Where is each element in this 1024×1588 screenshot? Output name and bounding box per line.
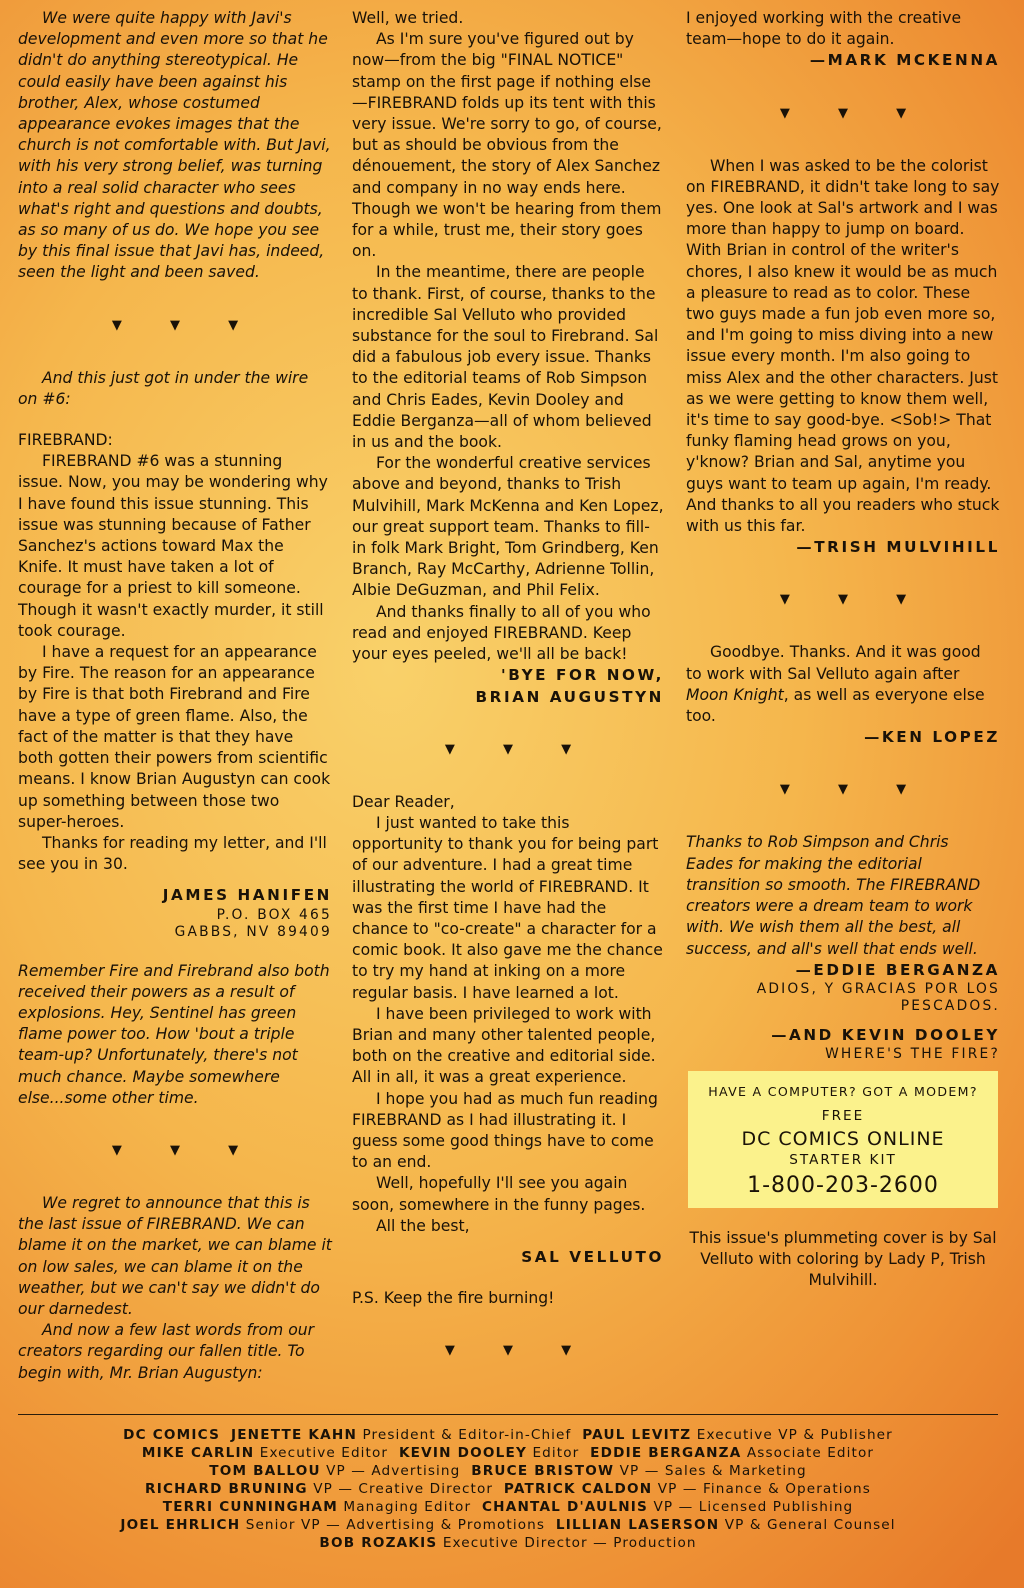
masthead-line bbox=[18, 1498, 998, 1516]
staff-title: Executive VP & Publisher bbox=[696, 1427, 893, 1443]
masthead-company: DC COMICS bbox=[123, 1427, 221, 1443]
letter-paragraph: FIREBRAND #6 was a stunning issue. Now, you may be wondering why I have found this issue stunning. This issue was stunning because of Father Sanchez's actions toward Max the Knife. It must have taken a lot of courage for a priest to kill someone. Though it wasn't exactly murder, it still took courage. bbox=[18, 452, 328, 640]
lopez-signature: —KEN LOPEZ bbox=[864, 728, 1000, 747]
staff-name: TERRI CUNNINGHAM bbox=[162, 1499, 338, 1515]
masthead-line bbox=[18, 1480, 998, 1498]
staff-title: Senior VP — Advertising & Promotions bbox=[245, 1517, 546, 1533]
masthead-line bbox=[18, 1444, 998, 1462]
velluto-paragraph: I hope you had as much fun reading FIREBRAND as I had illustrating it. I guess some good things have to come to an end. bbox=[352, 1089, 658, 1172]
staff-title: VP — Sales & Marketing bbox=[619, 1463, 807, 1479]
staff-title: Executive Editor bbox=[259, 1445, 389, 1461]
letter-address-line: GABBS, NV 89409 bbox=[174, 923, 332, 940]
dooley-signature: —AND KEVIN DOOLEY bbox=[771, 1025, 1000, 1044]
letters-column-middle bbox=[352, 8, 664, 1361]
masthead-line bbox=[18, 1426, 998, 1444]
promo-kit: STARTER KIT bbox=[789, 1151, 897, 1168]
velluto-signature: SAL VELLUTO bbox=[521, 1247, 664, 1266]
editor-note-javi: We were quite happy with Javi's development and even more so that he didn't do anything stereotypical. He could easily have been against his brother, Alex, whose costumed appearance evokes images that the church is not comfortable with. But Javi, with his very strong belief, was turning into a real solid character who sees what's right and questions and doubts, as so many of us do. We hope you see by this final issue that Javi has, indeed, seen the light and been saved. bbox=[18, 9, 331, 282]
staff-name: RICHARD BRUNING bbox=[145, 1481, 308, 1497]
section-divider: ▼ ▼ ▼ bbox=[111, 317, 261, 333]
augustyn-paragraph: Well, we tried. bbox=[352, 9, 464, 27]
letter-paragraph: Thanks for reading my letter, and I'll see you in 30. bbox=[18, 833, 327, 874]
staff-name: BRUCE BRISTOW bbox=[471, 1463, 615, 1479]
staff-title: VP & General Counsel bbox=[724, 1517, 896, 1533]
moon-knight-title: Moon Knight bbox=[686, 685, 784, 704]
augustyn-paragraph: For the wonderful creative services above and beyond, thanks to Trish Mulvihill, Mark McKenna and Ken Lopez, our great support team. Thanks to fill-in folk Mark Bright, Tom Grindberg, Ken Branch, Ray McCarthy, Adrienne Tollin, Albie DeGuzman, and Phil Felix. bbox=[352, 454, 664, 600]
staff-name: CHANTAL D'AULNIS bbox=[481, 1499, 649, 1515]
mulvihill-signature: —TRISH MULVIHILL bbox=[796, 538, 1000, 557]
velluto-postscript: P.S. Keep the fire burning! bbox=[352, 1289, 555, 1308]
augustyn-paragraph: And thanks finally to all of you who read and enjoyed FIREBRAND. Keep your eyes peeled, we'll all be back! bbox=[352, 602, 651, 664]
section-divider: ▼ ▼ ▼ bbox=[444, 1343, 594, 1359]
editor-announcement: And now a few last words from our creators regarding our fallen title. To begin with, Mr. Brian Augustyn: bbox=[18, 1321, 315, 1382]
staff-name: EDDIE BERGANZA bbox=[590, 1445, 742, 1461]
staff-title: Associate Editor bbox=[746, 1445, 875, 1461]
staff-name: KEVIN DOOLEY bbox=[398, 1445, 528, 1461]
mckenna-text: I enjoyed working with the creative team—hope to do it again. bbox=[686, 9, 962, 49]
staff-name: LILLIAN LASERSON bbox=[555, 1517, 720, 1533]
augustyn-signature: BRIAN AUGUSTYN bbox=[475, 687, 664, 706]
berganza-text: Thanks to Rob Simpson and Chris Eades for making the editorial transition so smooth. The FIREBRAND creators were a dream team to work with. We wish them all the best, all success, and all's well that ends well. bbox=[686, 833, 981, 958]
staff-title: President & Editor-in-Chief bbox=[362, 1427, 572, 1443]
velluto-paragraph: I just wanted to take this opportunity to thank you for being part of our adventure. I had a great time illustrating the world of FIREBRAND. It was the first time I have had the chance to "co-create" a character for a comic book. It also gave me the chance to try my hand at inking on a more regular basis. I have learned a lot. bbox=[352, 813, 663, 1002]
velluto-closing: All the best, bbox=[376, 1216, 470, 1235]
staff-name: JENETTE KAHN bbox=[230, 1427, 358, 1443]
staff-name: MIKE CARLIN bbox=[141, 1445, 255, 1461]
masthead-line bbox=[18, 1534, 998, 1552]
augustyn-paragraph: In the meantime, there are people to thank. First, of course, thanks to the incredible Sal Velluto who provided substance for the soul to Firebrand. Sal did a fabulous job every issue. Thanks to the editorial teams of Rob Simpson and Chris Eades, Kevin Dooley and Eddie Berganza—all of whom believed in us and the book. bbox=[352, 263, 659, 452]
section-divider: ▼ ▼ ▼ bbox=[111, 1142, 261, 1158]
staff-name: JOEL EHRLICH bbox=[120, 1517, 241, 1533]
masthead-line bbox=[18, 1516, 998, 1534]
masthead-line bbox=[18, 1462, 998, 1480]
dc-online-promo-box bbox=[688, 1071, 998, 1208]
staff-name: BOB ROZAKIS bbox=[319, 1535, 438, 1551]
mckenna-signature: —MARK MCKENNA bbox=[809, 51, 1000, 70]
augustyn-paragraph: As I'm sure you've figured out by now—from the big "FINAL NOTICE" stamp on the first page if nothing else—FIREBRAND folds up its tent with this very issue. We're sorry to go, of course, but as should be obvious from the dénouement, the story of Alex Sanchez and company in no way ends here. Though we won't be hearing from them for a while, trust me, their story goes on. bbox=[352, 30, 662, 261]
augustyn-signoff: 'BYE FOR NOW, bbox=[500, 666, 664, 685]
mulvihill-text: When I was asked to be the colorist on FIREBRAND, it didn't take long to say yes. One look at Sal's artwork and I was more than happy to jump on board. With Brian in control of the writer's chores, I also knew it would be as much a pleasure to read as to color. These two guys made a fun job even more so, and I'm going to miss diving into a new issue every month. I'm also going to miss Alex and the other characters. Just as we were getting to know them well, it's time to say good-bye. <Sob!> That funky flaming head grows on you, y'know? Brian and Sal, anytime you guys want to team up again, I'm ready. And thanks to all you readers who stuck with us this far. bbox=[686, 156, 1000, 536]
promo-phone: 1-800-203-2600 bbox=[747, 1172, 939, 1198]
cover-credit: This issue's plummeting cover is by Sal Velluto with coloring by Lady P, Trish Mulvihill. bbox=[689, 1228, 997, 1290]
section-divider: ▼ ▼ ▼ bbox=[779, 105, 929, 121]
editor-note-wire: And this just got in under the wire on #6: bbox=[18, 368, 309, 408]
velluto-paragraph: I have been privileged to work with Brian and many other talented people, both on the creative and editorial side. All in all, it was a great experience. bbox=[352, 1004, 656, 1087]
masthead-divider bbox=[18, 1414, 998, 1415]
staff-title: VP — Licensed Publishing bbox=[653, 1499, 854, 1515]
promo-title: DC COMICS ONLINE bbox=[741, 1127, 945, 1150]
staff-title: Editor bbox=[532, 1445, 580, 1461]
section-divider: ▼ ▼ ▼ bbox=[779, 782, 929, 798]
berganza-signature: —EDDIE BERGANZA bbox=[795, 960, 1000, 979]
letters-column-left bbox=[18, 8, 332, 1384]
velluto-salutation: Dear Reader, bbox=[352, 792, 455, 811]
letter-paragraph: I have a request for an appearance by Fire. The reason for an appearance by Fire is that both Firebrand and Fire have a type of green flame. Also, the fact of the matter is that they have both gotten their powers from scientific means. I know Brian Augustyn can cook up something between those two super-heroes. bbox=[18, 643, 331, 831]
letters-column-right bbox=[686, 8, 1000, 1292]
section-divider: ▼ ▼ ▼ bbox=[444, 741, 594, 757]
berganza-tagline: ADIOS, Y GRACIAS POR LOS PESCADOS. bbox=[756, 980, 1000, 1014]
staff-title: VP — Advertising bbox=[326, 1463, 461, 1479]
section-divider: ▼ ▼ ▼ bbox=[779, 592, 929, 608]
staff-name: PATRICK CALDON bbox=[503, 1481, 653, 1497]
editor-reply: Remember Fire and Firebrand also both received their powers as a result of explosions. Hey, Sentinel has green flame power too. How 'bout a triple team-up? Unfortunately, there's not much chance. Maybe somewhere else...some other time. bbox=[18, 961, 330, 1107]
staff-title: Executive Director — Production bbox=[442, 1535, 697, 1551]
letter-signer: JAMES HANIFEN bbox=[162, 886, 332, 905]
editor-announcement: We regret to announce that this is the last issue of FIREBRAND. We can blame it on the market, we can blame it on low sales, we can blame it on the weather, but we can't say we didn't do our darnedest. bbox=[18, 1193, 332, 1318]
staff-name: PAUL LEVITZ bbox=[582, 1427, 692, 1443]
staff-name: TOM BALLOU bbox=[209, 1463, 321, 1479]
staff-title: VP — Finance & Operations bbox=[657, 1481, 871, 1497]
staff-title: Managing Editor bbox=[343, 1499, 472, 1515]
masthead bbox=[18, 1426, 998, 1552]
letter-salutation: FIREBRAND: bbox=[18, 431, 113, 450]
lopez-text: Goodbye. Thanks. And it was good to work with Sal Velluto again after Moon Knight, as well as everyone else too. bbox=[686, 643, 985, 726]
staff-title: VP — Creative Director bbox=[313, 1481, 494, 1497]
dooley-tagline: WHERE'S THE FIRE? bbox=[825, 1046, 1000, 1063]
promo-question: HAVE A COMPUTER? GOT A MODEM? bbox=[708, 1084, 978, 1100]
promo-free: FREE bbox=[821, 1108, 865, 1125]
velluto-paragraph: Well, hopefully I'll see you again soon, somewhere in the funny pages. bbox=[352, 1174, 646, 1214]
letter-address-line: P.O. BOX 465 bbox=[216, 906, 332, 923]
